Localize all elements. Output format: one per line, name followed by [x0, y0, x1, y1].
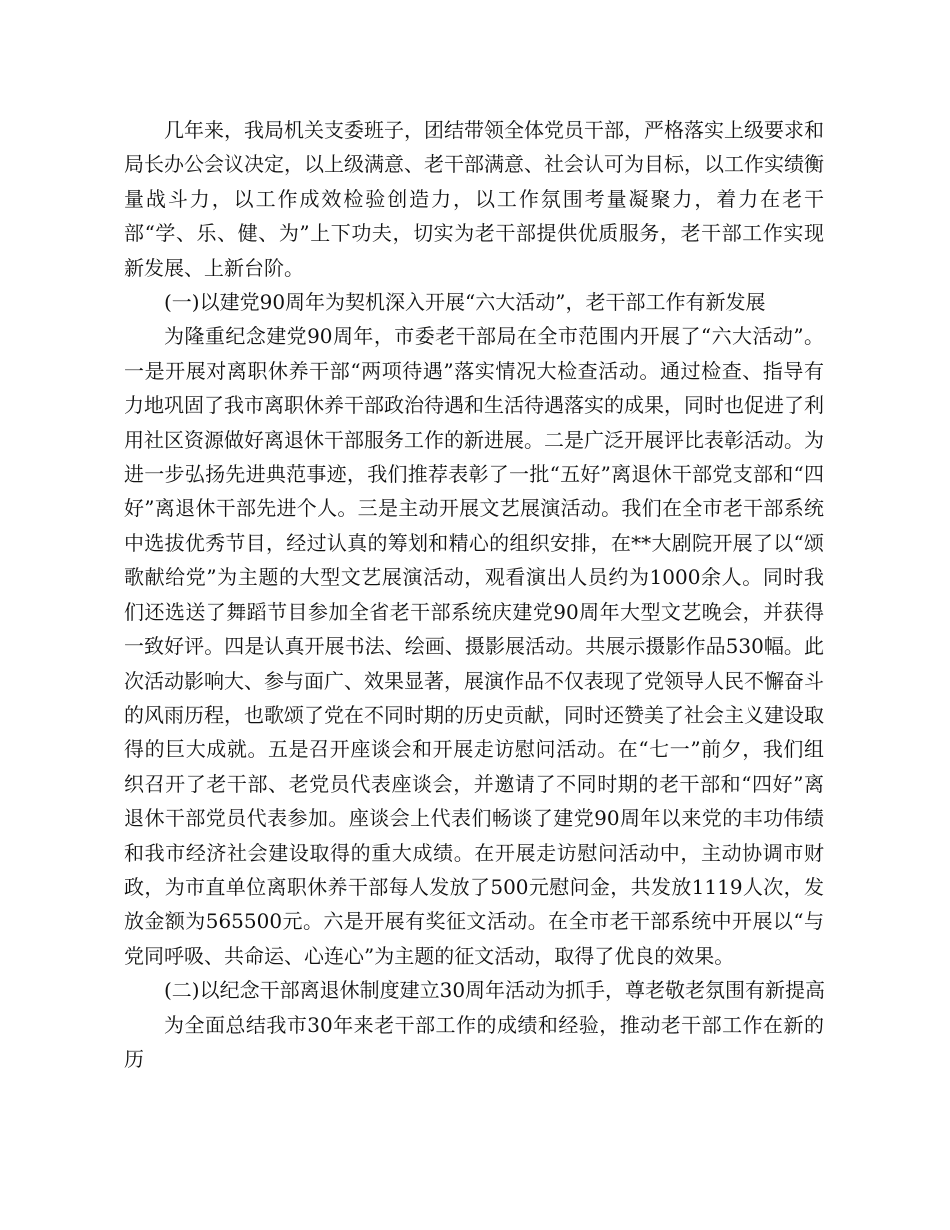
section-heading-2: (二)以纪念干部离退休制度建立30周年活动为抓手，尊老敬老氛围有新提高: [164, 978, 826, 1003]
section-1-paragraph: 为隆重纪念建党90周年，市委老干部局在全市范围内开展了“六大活动”。一是开展对离职休养干部“两项待遇”落实情况大检查活动。通过检查、指导有力地巩固了我市离职休养干部政治待遇和生活待遇落实的成果，同时也促进了利用社区资源做好离退休干部服务工作的新进展。二是广泛开展评比表彰活动。为进一步弘扬先进典范事迹，我们推荐表彰了一批“五好”离退休干部党支部和“四好”离退休干部先进个人。三是主动开展文艺展演活动。我们在全市老干部系统中选拔优秀节目，经过认真的筹划和精心的组织安排，在**大剧院开展了以“颂歌献给党”为主题的大型文艺展演活动，观看演出人员约为1000余人。同时我们还选送了舞蹈节目参加全省老干部系统庆建党90周年大型文艺晚会，并获得一致好评。四是认真开展书法、绘画、摄影展活动。共展示摄影作品530幅。此次活动影响大、参与面广、效果显著，展演作品不仅表现了党领导人民不懈奋斗的风雨历程，也歌颂了党在不同时期的历史贡献，同时还赞美了社会主义建设取得的巨大成就。五是召开座谈会和开展走访慰问活动。在“七一”前夕，我们组织召开了老干部、老党员代表座谈会，并邀请了不同时期的老干部和“四好”离退休干部党员代表参加。座谈会上代表们畅谈了建党90周年以来党的丰功伟绩和我市经济社会建设取得的重大成绩。在开展走访慰问活动中，主动协调市财政，为市直单位离职休养干部每人发放了500元慰问金，共发放1119人次，发放金额为565500元。六是开展有奖征文活动。在全市老干部系统中开展以“与党同呼吸、共命运、心连心”为主题的征文活动，取得了优良的效果。: [124, 324, 824, 968]
section-heading-1: (一)以建党90周年为契机深入开展“六大活动”，老干部工作有新发展: [164, 290, 766, 315]
section-2-paragraph: 为全面总结我市30年来老干部工作的成绩和经验，推动老干部工作在新的历: [124, 1012, 824, 1071]
document-body: [124, 113, 824, 1076]
intro-paragraph: 几年来，我局机关支委班子，团结带领全体党员干部，严格落实上级要求和局长办公会议决定，以上级满意、老干部满意、社会认可为目标，以工作实绩衡量战斗力，以工作成效检验创造力，以工作氛围考量凝聚力，着力在老干部“学、乐、健、为”上下功夫，切实为老干部提供优质服务，老干部工作实现新发展、上新台阶。: [124, 118, 824, 280]
